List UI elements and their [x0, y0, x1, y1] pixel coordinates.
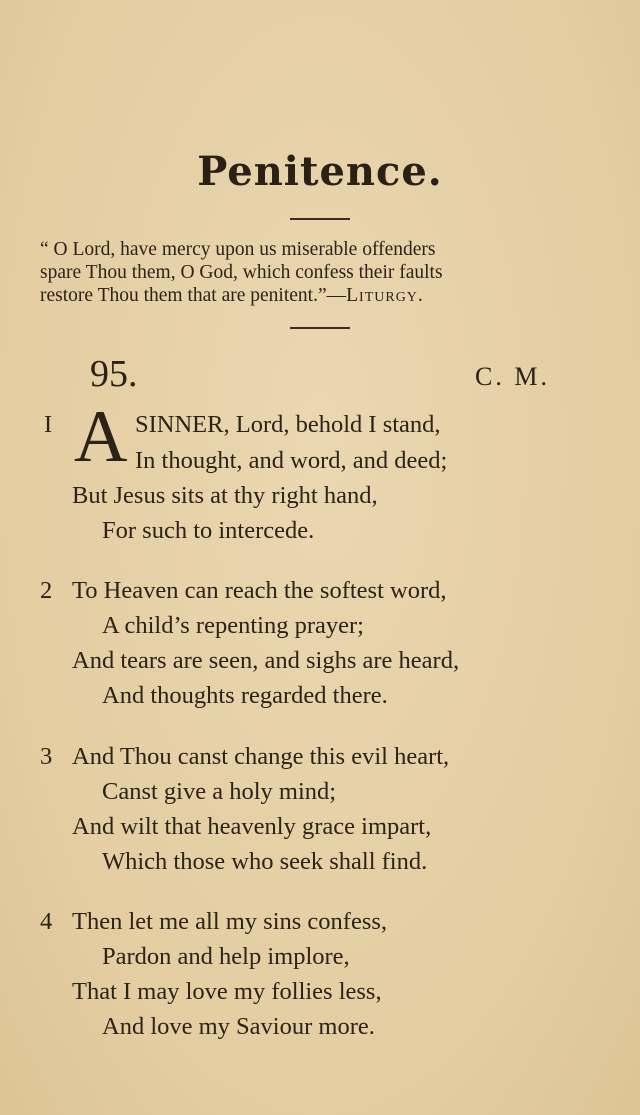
stanza-number: 4: [40, 908, 53, 935]
verse-line: A child’s repenting prayer;: [102, 612, 364, 639]
drop-cap: A: [74, 396, 128, 478]
epigraph-line-2: spare Thou them, O God, which confess their faults: [40, 262, 443, 283]
verse-line: But Jesus sits at thy right hand,: [72, 482, 378, 509]
verse-line: Then let me all my sins confess,: [72, 908, 388, 935]
epigraph-line-3-text: restore Thou them that are penitent.”—: [40, 285, 347, 306]
verse-line: Pardon and help implore,: [102, 943, 350, 970]
page-title: Penitence.: [197, 148, 443, 195]
stanza-number: 2: [40, 577, 53, 604]
verse-line: And love my Saviour more.: [102, 1013, 375, 1040]
verse-line: In thought, and word, and deed;: [135, 447, 448, 474]
epigraph-line-3: [40, 284, 600, 307]
verse-line: For such to intercede.: [102, 517, 315, 544]
verse-line: And Thou canst change this evil heart,: [72, 743, 450, 770]
epigraph: [40, 238, 600, 307]
epigraph-attribution: Liturgy.: [346, 285, 424, 306]
epigraph-rule: [290, 327, 350, 329]
verse-line: And wilt that heavenly grace impart,: [72, 813, 432, 840]
title-rule: [290, 218, 350, 220]
hymn-number: 95.: [90, 353, 138, 395]
verse-line: And tears are seen, and sighs are heard,: [72, 647, 460, 674]
stanza-number: 3: [40, 743, 53, 770]
verse-line: And thoughts regarded there.: [102, 682, 388, 709]
verse-line: To Heaven can reach the softest word,: [72, 577, 447, 604]
verse-line: That I may love my follies less,: [72, 978, 382, 1005]
verse-line: Which those who seek shall find.: [102, 848, 428, 875]
epigraph-line-1: “ O Lord, have mercy upon us miserable offenders: [40, 239, 436, 260]
verse-line: SINNER, Lord, behold I stand,: [135, 411, 441, 438]
verse-line: Canst give a holy mind;: [102, 778, 337, 805]
stanza-number: I: [44, 411, 53, 438]
hymn-meter: C. M.: [475, 362, 550, 391]
